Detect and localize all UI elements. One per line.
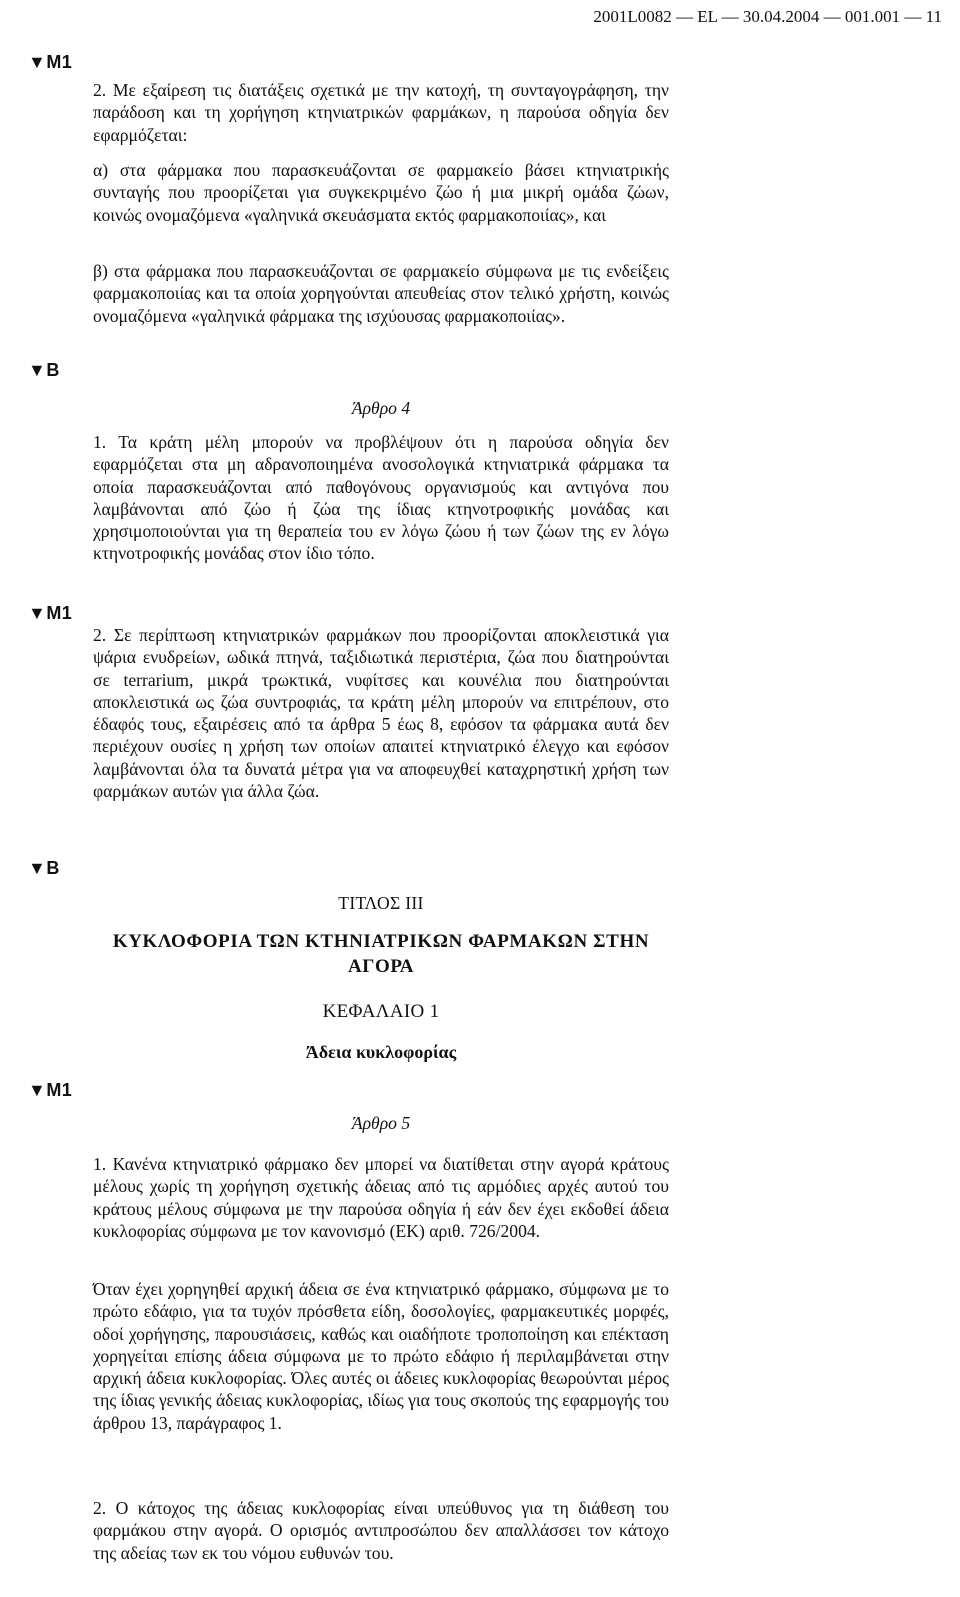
article-5-paragraph-1-subparagraph: Όταν έχει χορηγηθεί αρχική άδεια σε ένα κτηνιατρικό φάρμακο, σύμφωνα με το πρώτο εδάφιο, για τα τυχόν πρόσθετα είδη, δοσολογίες, φαρμακευτικές μορφές, οδοί χορήγησης, παρουσιάσεις, καθώς και οιαδήποτε τροποποίηση και επέκταση χορηγείται επίσης άδεια σύμφωνα με το πρώτο εδάφιο ή περιλαμβάνεται στην αρχική άδεια κυκλοφορίας. Όλες αυτές οι άδειες κυκλοφορίας θεωρούνται μέρος της ίδιας γενικής άδειας κυκλοφορίας, ιδίως για τους σκοπούς της εφαρμογής του άρθρου 13, παράγραφος 1. xyxy=(93,1279,669,1433)
title-heading-line-2: ΑΓΟΡΑ xyxy=(347,956,415,977)
article-4-paragraph-1: 1. Τα κράτη μέλη μπορούν να προβλέψουν ότι η παρούσα οδηγία δεν εφαρμόζεται στα μη αδρανοποιημένα ανοσολογικά κτηνιατρικά φάρμακα τα οποία παρασκευάζονται από παθογόνους οργανισμούς και αντιγόνα που λαμβάνονται από ζώο ή ζώα της ίδιας κτηνοτροφικής μονάδας και χρησιμοποιούνται για τη θεραπεία του εν λόγω ζώου ή των ζώων της εν λόγω κτηνοτροφικής μονάδας στον ίδιο τόπο. xyxy=(93,432,669,564)
paragraph-2: 2. Με εξαίρεση τις διατάξεις σχετικά με την κατοχή, τη συνταγογράφηση, την παράδοση και τη χορήγηση κτηνιατρικών φαρμάκων, η παρούσα οδηγία δεν εφαρμόζεται: xyxy=(93,80,669,145)
article-4-paragraph-2: 2. Σε περίπτωση κτηνιατρικών φαρμάκων που προορίζονται αποκλειστικά για ψάρια ενυδρείων, ωδικά πτηνά, ταξιδιωτικά περιστέρια, ζώα που διατηρούνται σε terrarium, μικρά τρωκτικά, νυφίτσες και κουνέλια που διατηρούνται αποκλειστικά ως ζώα συντροφιάς, τα κράτη μέλη μπορούν να επιτρέπουν, στο έδαφός τους, εξαιρέσεις από τα άρθρα 5 έως 8, εφόσον τα φάρμακα αυτά δεν περιέχουν ουσίες η χρήση των οποίων απαιτεί κτηνιατρικό έλεγχο και εφόσον λαμβάνονται όλα τα δυνατά μέτρα για να αποφευχθεί καταχρηστική χρήση των φαρμάκων αυτών για άλλα ζώα. xyxy=(93,625,669,802)
title-heading-line-1: ΚΥΚΛΟΦΟΡΙΑ ΤΩΝ ΚΤΗΝΙΑΤΡΙΚΩΝ ΦΑΡΜΑΚΩΝ ΣΤΗΝ xyxy=(112,931,650,952)
article-5-heading: Άρθρο 5 xyxy=(351,1113,411,1133)
title-label: ΤΙΤΛΟΣ III xyxy=(338,893,424,913)
amendment-marker-m1: ▼M1 xyxy=(28,1080,73,1100)
amendment-marker-m1: ▼M1 xyxy=(28,603,73,623)
chapter-heading: Άδεια κυκλοφορίας xyxy=(305,1042,457,1062)
amendment-marker-m1: ▼M1 xyxy=(28,52,73,72)
article-5-paragraph-2: 2. Ο κάτοχος της άδειας κυκλοφορίας είναι υπεύθυνος για τη διάθεση του φαρμάκου στην αγορά. Ο ορισμός αντιπροσώπου δεν απαλλάσσει τον κάτοχο της αδείας των εκ του νόμου ευθυνών του. xyxy=(93,1498,669,1563)
chapter-label: ΚΕΦΑΛΑΙΟ 1 xyxy=(322,1001,440,1022)
title-heading xyxy=(93,929,669,979)
amendment-marker-b: ▼B xyxy=(28,858,60,878)
list-item-b: β) στα φάρμακα που παρασκευάζονται σε φαρμακείο σύμφωνα με τις ενδείξεις φαρμακοποιίας και τα οποία χορηγούνται απευθείας στον τελικό χρήστη, κοινώς ονομαζόμενα «γαληνικά φάρμακα της ισχύουσας φαρμακοποιίας». xyxy=(93,261,669,326)
document-reference: 2001L0082 — EL — 30.04.2004 — 001.001 — 11 xyxy=(593,7,942,26)
list-item-a: α) στα φάρμακα που παρασκευάζονται σε φαρμακείο βάσει κτηνιατρικής συνταγής που προορίζεται για συγκεκριμένο ζώο ή μια μικρή ομάδα ζώων, κοινώς ονομαζόμενα «γαληνικά σκευάσματα εκτός φαρμακοποιίας», και xyxy=(93,160,669,225)
article-5-paragraph-1: 1. Κανένα κτηνιατρικό φάρμακο δεν μπορεί να διατίθεται στην αγορά κράτους μέλους χωρίς τη χορήγηση σχετικής άδειας από τις αρμόδιες αρχές αυτού του κράτους μέλους σύμφωνα με την παρούσα οδηγία ή εάν δεν έχει εκδοθεί άδεια κυκλοφορίας σύμφωνα με τον κανονισμό (ΕΚ) αριθ. 726/2004. xyxy=(93,1154,669,1241)
amendment-marker-b: ▼B xyxy=(28,360,60,380)
article-4-heading: Άρθρο 4 xyxy=(351,398,411,418)
